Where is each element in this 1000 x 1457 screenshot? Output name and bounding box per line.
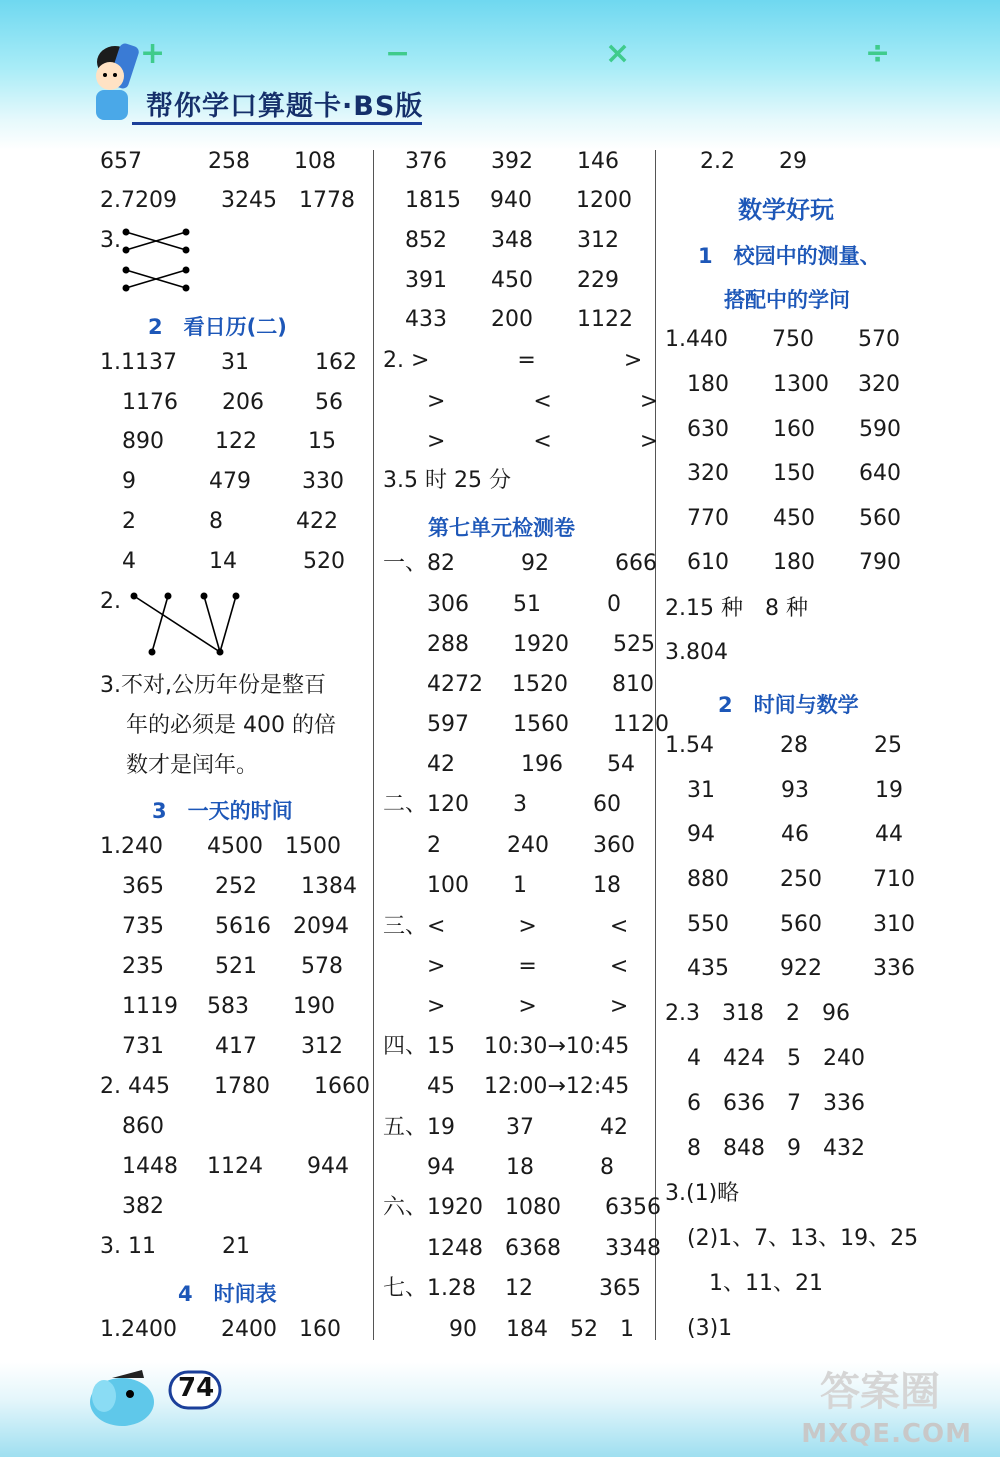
answer-line: 657 258 108 [100, 149, 336, 174]
answer-line: 3.804 [665, 640, 728, 665]
answer-line: 1.240 4500 1500 [100, 834, 341, 859]
answer-line: 376 392 146 [405, 149, 619, 174]
answer-line: 2. [100, 589, 121, 614]
watermark-logo: 答案圈 [820, 1369, 940, 1415]
answer-line: 2.15 种 8 种 [665, 596, 808, 621]
answer-line: 1.440 750 570 [665, 327, 900, 352]
answer-line: 五、19 37 42 [383, 1115, 628, 1140]
minus-icon: − [385, 36, 411, 71]
answer-line: 288 1920 525 [383, 632, 655, 657]
answer-line: 235 521 578 [100, 954, 343, 979]
times-icon: × [605, 36, 631, 71]
section-heading: 搭配中的学问 [724, 288, 850, 312]
answer-line: 610 180 790 [665, 550, 901, 575]
answer-line: 1、11、21 [665, 1271, 823, 1296]
answer-line: 年的必须是 400 的倍 [126, 713, 336, 738]
answer-line: 一、82 92 666 [383, 551, 657, 576]
answer-line: 731 417 312 [100, 1034, 343, 1059]
answer-line: 90 184 52 1 [383, 1317, 634, 1342]
section-heading: 2 时间与数学 [718, 693, 859, 717]
answer-line: 94 46 44 [665, 822, 903, 847]
answer-line: 42 196 54 [383, 752, 635, 777]
answer-line: 1248 6368 3348 [383, 1236, 661, 1261]
answer-line: 8 848 9 432 [665, 1136, 865, 1161]
section-heading: 3 一天的时间 [152, 799, 293, 823]
answer-line: 597 1560 1120 [383, 712, 669, 737]
answer-line: 306 51 0 [383, 592, 621, 617]
matching-diagram [118, 224, 198, 296]
page-title: 帮你学口算题卡·BS版 [146, 91, 424, 122]
answer-line: 100 1 18 [383, 873, 621, 898]
answer-line: 3. 11 21 [100, 1234, 250, 1259]
answer-line: 880 250 710 [665, 867, 915, 892]
answer-line: 1.2400 2400 160 [100, 1317, 341, 1342]
answer-line: 94 18 8 [383, 1155, 614, 1180]
answer-line: 9 479 330 [100, 469, 344, 494]
answer-line: 4 14 520 [100, 549, 345, 574]
answer-line: 2. > = > [383, 348, 643, 373]
answer-line: 1815 940 1200 [405, 188, 632, 213]
section-heading: 2 看日历(二) [148, 315, 287, 339]
answer-line: 890 122 15 [100, 429, 336, 454]
answer-line: 852 348 312 [405, 228, 619, 253]
answer-line: 六、1920 1080 6356 [383, 1195, 661, 1220]
title-underline [132, 122, 422, 125]
divide-icon: ÷ [865, 36, 891, 71]
answer-line: 320 150 640 [665, 461, 901, 486]
answer-line: 770 450 560 [665, 506, 901, 531]
answer-line: 1448 1124 944 [100, 1154, 349, 1179]
answer-line: 860 [100, 1114, 164, 1139]
mascot-icon [88, 42, 142, 126]
answer-line: 三、< > < [383, 914, 629, 939]
answer-line: 四、15 10:30→10:45 [383, 1034, 630, 1059]
answer-line: 二、120 3 60 [383, 792, 621, 817]
section-heading: 1 校园中的测量、 [698, 244, 881, 268]
answer-line: 3. [100, 228, 121, 253]
answer-line: > = < [383, 954, 629, 979]
answer-line: 435 922 336 [665, 956, 915, 981]
answer-line: > > > [383, 994, 629, 1019]
answer-line: 4272 1520 810 [383, 672, 654, 697]
answer-line: > < > [383, 429, 659, 454]
answer-line: 3.不对,公历年份是整百 [100, 673, 326, 698]
column-divider [373, 150, 374, 1340]
section-heading: 4 时间表 [178, 1282, 277, 1306]
answer-line: 七、1.28 12 365 [383, 1276, 641, 1301]
header-band [0, 0, 1000, 150]
answer-line: (2)1、7、13、19、25 [665, 1226, 919, 1251]
answer-line: 数才是闰年。 [126, 753, 259, 778]
answer-line: 2. 445 1780 1660 [100, 1074, 370, 1099]
answer-line: 630 160 590 [665, 417, 901, 442]
answer-line: 45 12:00→12:45 [383, 1074, 630, 1099]
matching-diagram [124, 588, 244, 658]
section-heading: 第七单元检测卷 [428, 516, 575, 540]
answer-line: 550 560 310 [665, 912, 915, 937]
answer-line: 1.1137 31 162 [100, 350, 357, 375]
answer-line: 2.2 29 [700, 149, 807, 174]
answer-line: 382 [100, 1194, 164, 1219]
answer-line: 180 1300 320 [665, 372, 900, 397]
answer-line: 433 200 1122 [405, 307, 633, 332]
answer-line: 391 450 229 [405, 268, 619, 293]
answer-line: 2 240 360 [383, 833, 635, 858]
answer-line: 1119 583 190 [100, 994, 335, 1019]
plus-icon: + [140, 36, 166, 71]
answer-line: > < > [383, 389, 659, 414]
watermark-text: MXQE.COM [801, 1419, 972, 1449]
answer-line: 3.5 时 25 分 [383, 468, 511, 493]
page-number: 74 [178, 1373, 215, 1403]
section-heading: 数学好玩 [738, 196, 834, 224]
answer-line: 3.(1)略 [665, 1181, 740, 1206]
answer-line: (3)1 [665, 1316, 733, 1341]
answer-line: 365 252 1384 [100, 874, 357, 899]
answer-line: 2 8 422 [100, 509, 338, 534]
answer-line: 2.7209 3245 1778 [100, 188, 355, 213]
answer-line: 2.3 318 2 96 [665, 1001, 850, 1026]
answer-line: 6 636 7 336 [665, 1091, 865, 1116]
answer-line: 735 5616 2094 [100, 914, 349, 939]
answer-line: 4 424 5 240 [665, 1046, 865, 1071]
answer-line: 1.54 28 25 [665, 733, 902, 758]
answer-line: 1176 206 56 [100, 390, 343, 415]
column-divider [655, 150, 656, 1340]
answer-line: 31 93 19 [665, 778, 903, 803]
